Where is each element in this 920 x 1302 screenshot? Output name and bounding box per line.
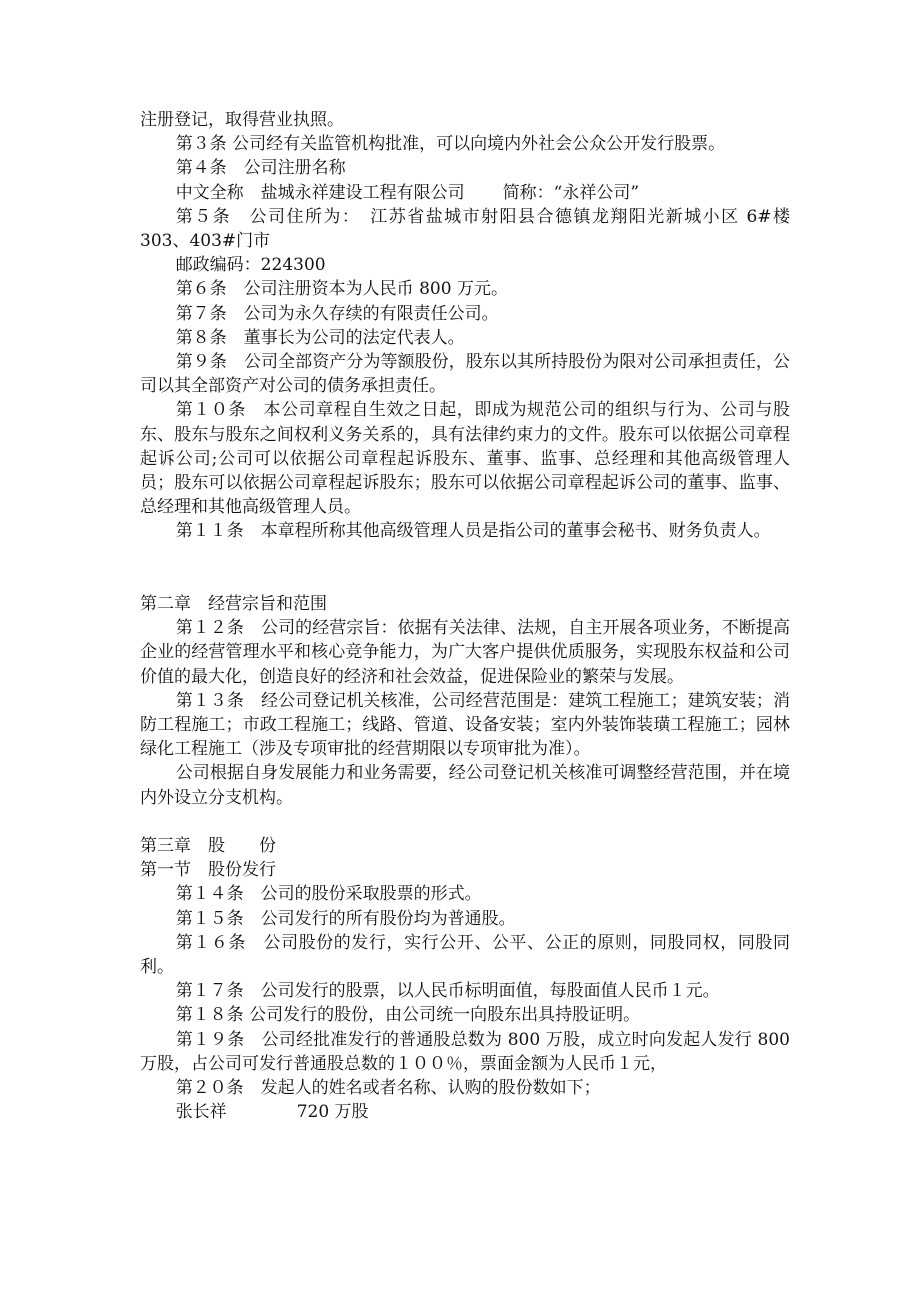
chapter-3-heading: 第三章 股 份: [140, 836, 276, 856]
article-13: 第１３条 经公司登记机关核准，公司经营范围是：建筑工程施工；建筑安装；消防工程施工；市政工程施工；线路、管道、设备安装；室内外装饰装璜工程施工；园林绿化工程施工（涉及专项审批的经营期限以专项审批为准）。: [140, 690, 790, 760]
shareholder-row: [140, 1100, 790, 1124]
article-14: 第１４条 公司的股份采取股票的形式。: [175, 884, 482, 905]
spacer: [140, 544, 790, 592]
company-short-name: 简称：“永祥公司”: [502, 182, 640, 203]
section-1-heading: 第一节 股份发行: [140, 860, 276, 881]
article-13-supplement: 公司根据自身发展能力和业务需要，经公司登记机关核准可调整经营范围，并在境内外设立分支机构。: [140, 763, 790, 808]
article-19: 第１９条 公司经批准发行的普通股总数为 800 万股，成立时向发起人发行 800 万股，占公司可发行普通股总数的１００％，票面金额为人民币１元，: [140, 1029, 790, 1074]
article-16: 第１６条 公司股份的发行，实行公开、公平、公正的原则，同股同权，同股同利。: [140, 932, 790, 977]
article-6: 第６条 公司注册资本为人民币 800 万元。: [175, 279, 508, 300]
article-5: 第５条 公司住所为： 江苏省盐城市射阳县合德镇龙翔阳光新城小区 6#楼 303、403#门市: [140, 206, 790, 251]
article-11: 第１１条 本章程所称其他高级管理人员是指公司的董事会秘书、财务负责人。: [175, 521, 771, 542]
article-10: 第１０条 本公司章程自生效之日起，即成为规范公司的组织与行为、公司与股东、股东与股东之间权利义务关系的，具有法律约束力的文件。股东可以依据公司章程起诉公司;公司可以依据公司章程起诉股东、董事、监事、总经理和其他高级管理人员；股东可以依据公司章程起诉股东；股东可以依据公司章程起诉公司的董事、监事、总经理和其他高级管理人员。: [140, 400, 790, 518]
article-3: 第３条 公司经有关监管机构批准，可以向境内外社会公众公开发行股票。: [175, 134, 726, 155]
article-15: 第１５条 公司发行的所有股份均为普通股。: [175, 908, 516, 929]
company-name-line: [140, 181, 790, 205]
article-8: 第８条 董事长为公司的法定代表人。: [175, 327, 465, 348]
article-12: 第１２条 公司的经营宗旨：依据有关法律、法规，自主开展各项业务，不断提高企业的经营管理水平和核心竞争能力，为广大客户提供优质服务，实现股东权益和公司价值的最大化，创造良好的经济和社会效益，促进保险业的繁荣与发展。: [140, 618, 790, 687]
paragraph-registration: 注册登记，取得营业执照。: [140, 110, 344, 130]
chapter-2-heading: 第二章 经营宗旨和范围: [140, 594, 327, 614]
shareholder-shares: 720 万股: [296, 1102, 369, 1123]
article-9: 第９条 公司全部资产分为等额股份，股东以其所持股份为限对公司承担责任，公司以其全部资产对公司的债务承担责任。: [140, 351, 790, 397]
article-4: 第４条 公司注册名称: [175, 158, 346, 179]
spacer: [140, 810, 790, 834]
article-18: 第１８条 公司发行的股份，由公司统一向股东出具持股证明。: [175, 1005, 641, 1026]
document-page: [140, 108, 790, 1124]
company-full-name: 中文全称 盐城永祥建设工程有限公司: [175, 182, 465, 203]
article-7: 第７条 公司为永久存续的有限责任公司。: [175, 303, 499, 324]
shareholder-name: 张长祥: [175, 1102, 227, 1123]
article-20: 第２０条 发起人的姓名或者名称、认购的股份数如下；: [175, 1078, 601, 1098]
article-17: 第１７条 公司发行的股票，以人民币标明面值，每股面值人民币１元。: [175, 981, 720, 1002]
postal-code: 邮政编码：224300: [175, 255, 326, 276]
